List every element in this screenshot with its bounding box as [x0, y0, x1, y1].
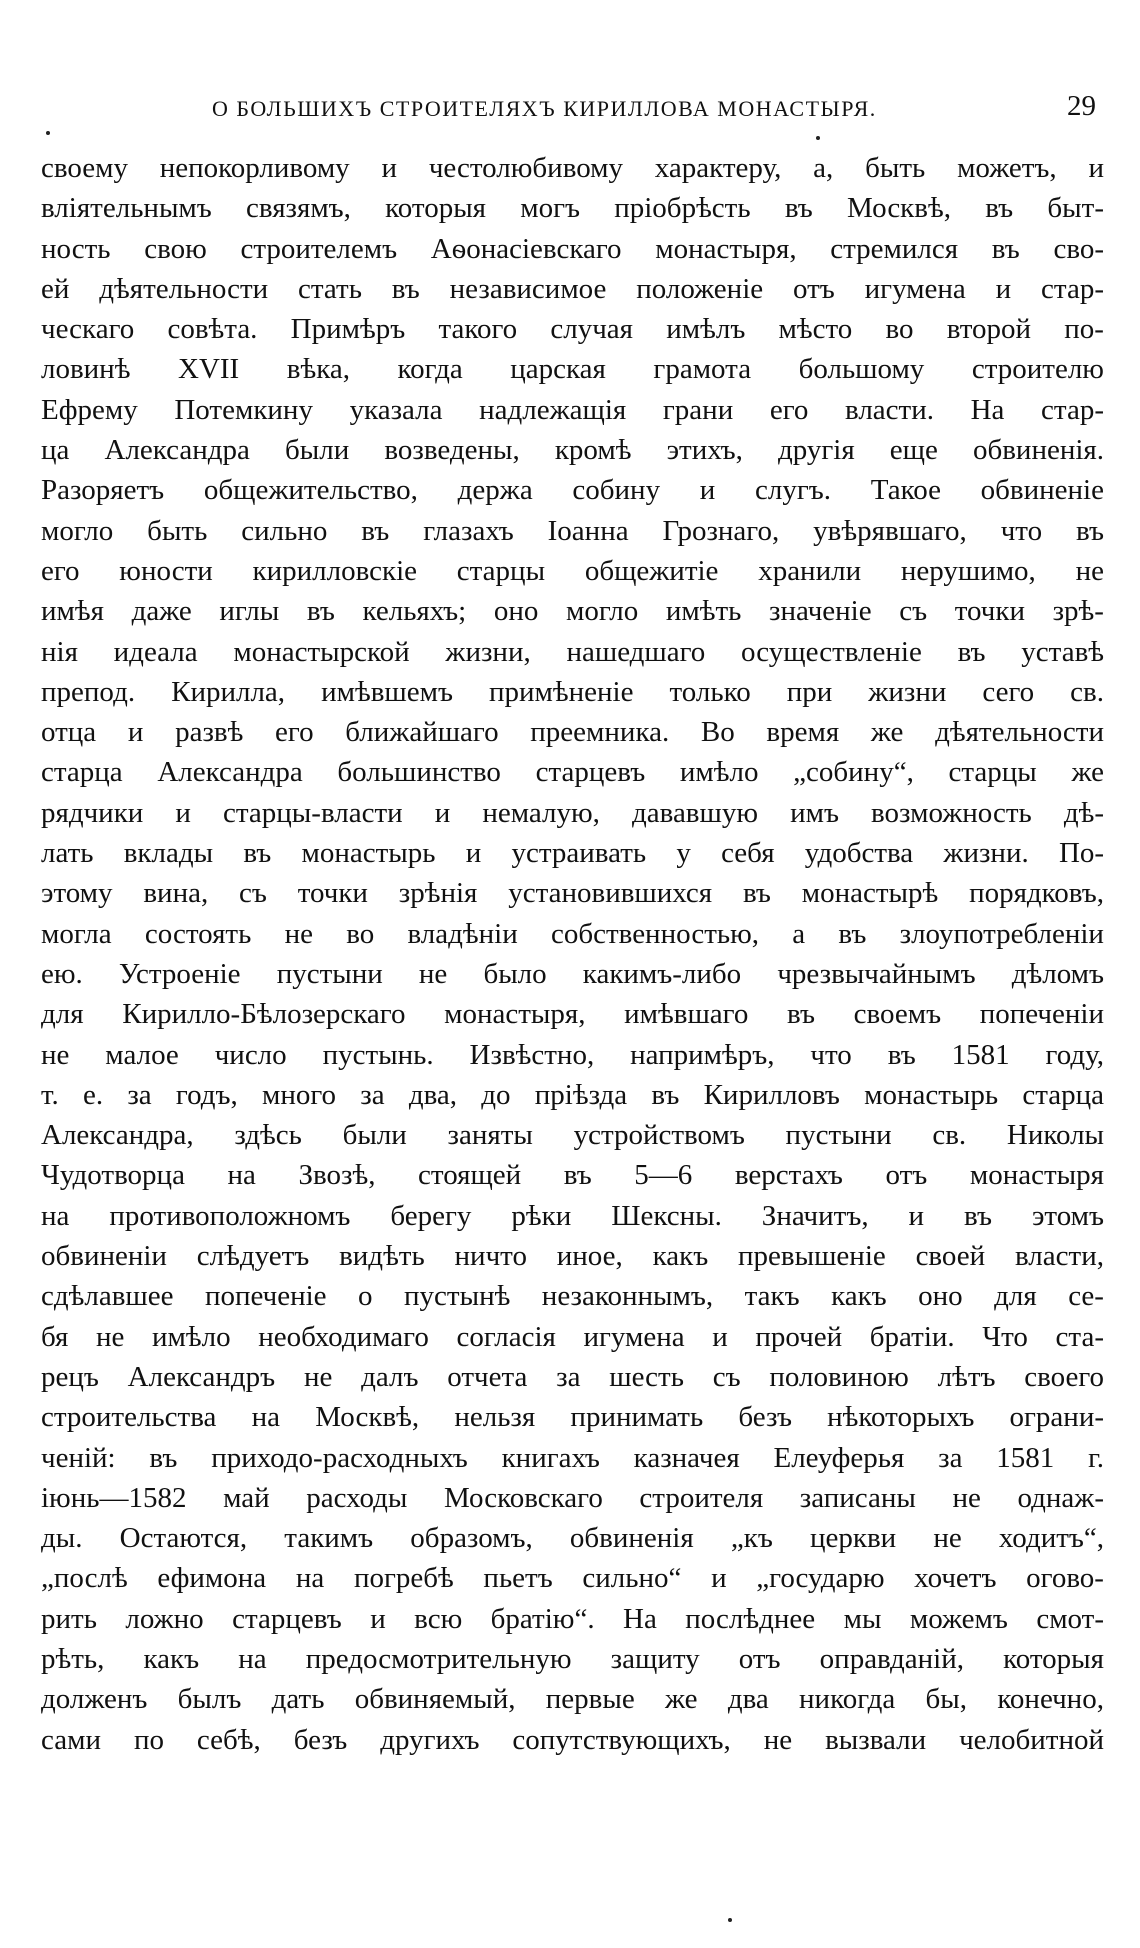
text-line: вліятельнымъ связямъ, которыя могъ пріобрѣсть въ Москвѣ, въ быт- [41, 192, 1104, 225]
text-line: отца и развѣ его ближайшаго преемника. Во время же дѣятельности [41, 716, 1104, 749]
text-line: рѣть, какъ на предосмотрительную защиту отъ оправданій, которыя [41, 1642, 1104, 1675]
text-line: ца Александра были возведены, кромѣ этихъ, другія еще обвиненія. [41, 434, 1104, 467]
text-line: имѣя даже иглы въ кельяхъ; оно могло имѣть значеніе съ точки зрѣ- [41, 595, 1104, 628]
text-line: сдѣлавшее попеченіе о пустынѣ незаконнымъ, такъ какъ оно для се- [41, 1280, 1104, 1313]
running-title: О БОЛЬШИХЪ СТРОИТЕЛЯХЪ КИРИЛЛОВА МОНАСТЫРЯ. [212, 96, 877, 121]
text-line: рить ложно старцевъ и всю братію“. На послѣднее мы можемъ смот- [41, 1602, 1104, 1635]
text-line: ей дѣятельности стать въ независимое положеніе отъ игумена и стар- [41, 272, 1104, 305]
text-line: бя не имѣло необходимаго согласія игумена и прочей братіи. Что ста- [41, 1320, 1104, 1353]
text-line: его юности кирилловскіе старцы общежитіе хранили нерушимо, не [41, 554, 1104, 587]
print-speck-top-right [816, 136, 820, 140]
text-line: для Кирилло-Бѣлозерскаго монастыря, имѣвшаго въ своемъ попеченіи [41, 998, 1104, 1031]
text-line: строительства на Москвѣ, нельзя принимать безъ нѣкоторыхъ ограни- [41, 1401, 1104, 1434]
text-line: этому вина, съ точки зрѣнія установившихся въ монастырѣ порядковъ, [41, 877, 1104, 910]
text-line: сами по себѣ, безъ другихъ сопутствующихъ, не вызвали челобитной [41, 1723, 1104, 1756]
text-line: могла состоять не во владѣніи собственностью, а въ злоупотребленіи [41, 917, 1104, 950]
text-line: старца Александра большинство старцевъ имѣло „собину“, старцы же [41, 756, 1104, 789]
text-line: „послѣ ефимона на погребѣ пьетъ сильно“ и „государю хочетъ огово- [41, 1562, 1104, 1595]
text-line: лать вклады въ монастырь и устраивать у себя удобства жизни. По- [41, 837, 1104, 870]
text-line: ды. Остаются, такимъ образомъ, обвиненія „къ церкви не ходитъ“, [41, 1522, 1104, 1555]
text-line: на противоположномъ берегу рѣки Шексны. Значитъ, и въ этомъ [41, 1199, 1104, 1232]
text-line: препод. Кирилла, имѣвшемъ примѣненіе только при жизни сего св. [41, 675, 1104, 708]
page-number: 29 [1067, 90, 1096, 122]
running-head [40, 90, 1100, 130]
print-speck-bottom [728, 1918, 732, 1922]
text-line: рядчики и старцы-власти и немалую, дававшую имъ возможность дѣ- [41, 796, 1104, 829]
body-text [41, 148, 1104, 1760]
text-line: Александра, здѣсь были заняты устройствомъ пустыни св. Николы [41, 1119, 1104, 1152]
text-line: долженъ былъ дать обвиняемый, первые же два никогда бы, конечно, [41, 1683, 1104, 1716]
print-speck-top [46, 131, 50, 135]
text-line: Ефрему Потемкину указала надлежащія грани его власти. На стар- [41, 393, 1104, 426]
text-line: рецъ Александръ не далъ отчета за шесть съ половиною лѣтъ своего [41, 1360, 1104, 1393]
text-line: Разоряетъ общежительство, держа собину и слугъ. Такое обвиненіе [41, 474, 1104, 507]
text-line: ловинѣ XVII вѣка, когда царская грамота большому строителю [41, 353, 1104, 386]
text-line: не малое число пустынь. Извѣстно, напримѣръ, что въ 1581 году, [41, 1038, 1104, 1071]
text-line: обвиненіи слѣдуетъ видѣть ничто иное, какъ превышеніе своей власти, [41, 1240, 1104, 1273]
text-line: ность свою строителемъ Аѳонасіевскаго монастыря, стремился въ сво- [41, 232, 1104, 265]
text-line: ею. Устроеніе пустыни не было какимъ-либо чрезвычайнымъ дѣломъ [41, 957, 1104, 990]
text-line: Чудотворца на Звозѣ, стоящей въ 5—6 верстахъ отъ монастыря [41, 1159, 1104, 1192]
text-line: своему непокорливому и честолюбивому характеру, а, быть можетъ, и [41, 152, 1104, 184]
text-line: нія идеала монастырской жизни, нашедшаго осуществленіе въ уставѣ [41, 635, 1104, 668]
text-line: ческаго совѣта. Примѣръ такого случая имѣлъ мѣсто во второй по- [41, 313, 1104, 346]
text-line: могло быть сильно въ глазахъ Іоанна Грознаго, увѣрявшаго, что въ [41, 514, 1104, 547]
text-line: іюнь—1582 май расходы Московскаго строителя записаны не однаж- [41, 1481, 1104, 1514]
text-line: ченій: въ приходо-расходныхъ книгахъ казначея Елеуферья за 1581 г. [41, 1441, 1104, 1474]
text-line: т. е. за годъ, много за два, до пріѣзда въ Кирилловъ монастырь старца [41, 1078, 1104, 1111]
